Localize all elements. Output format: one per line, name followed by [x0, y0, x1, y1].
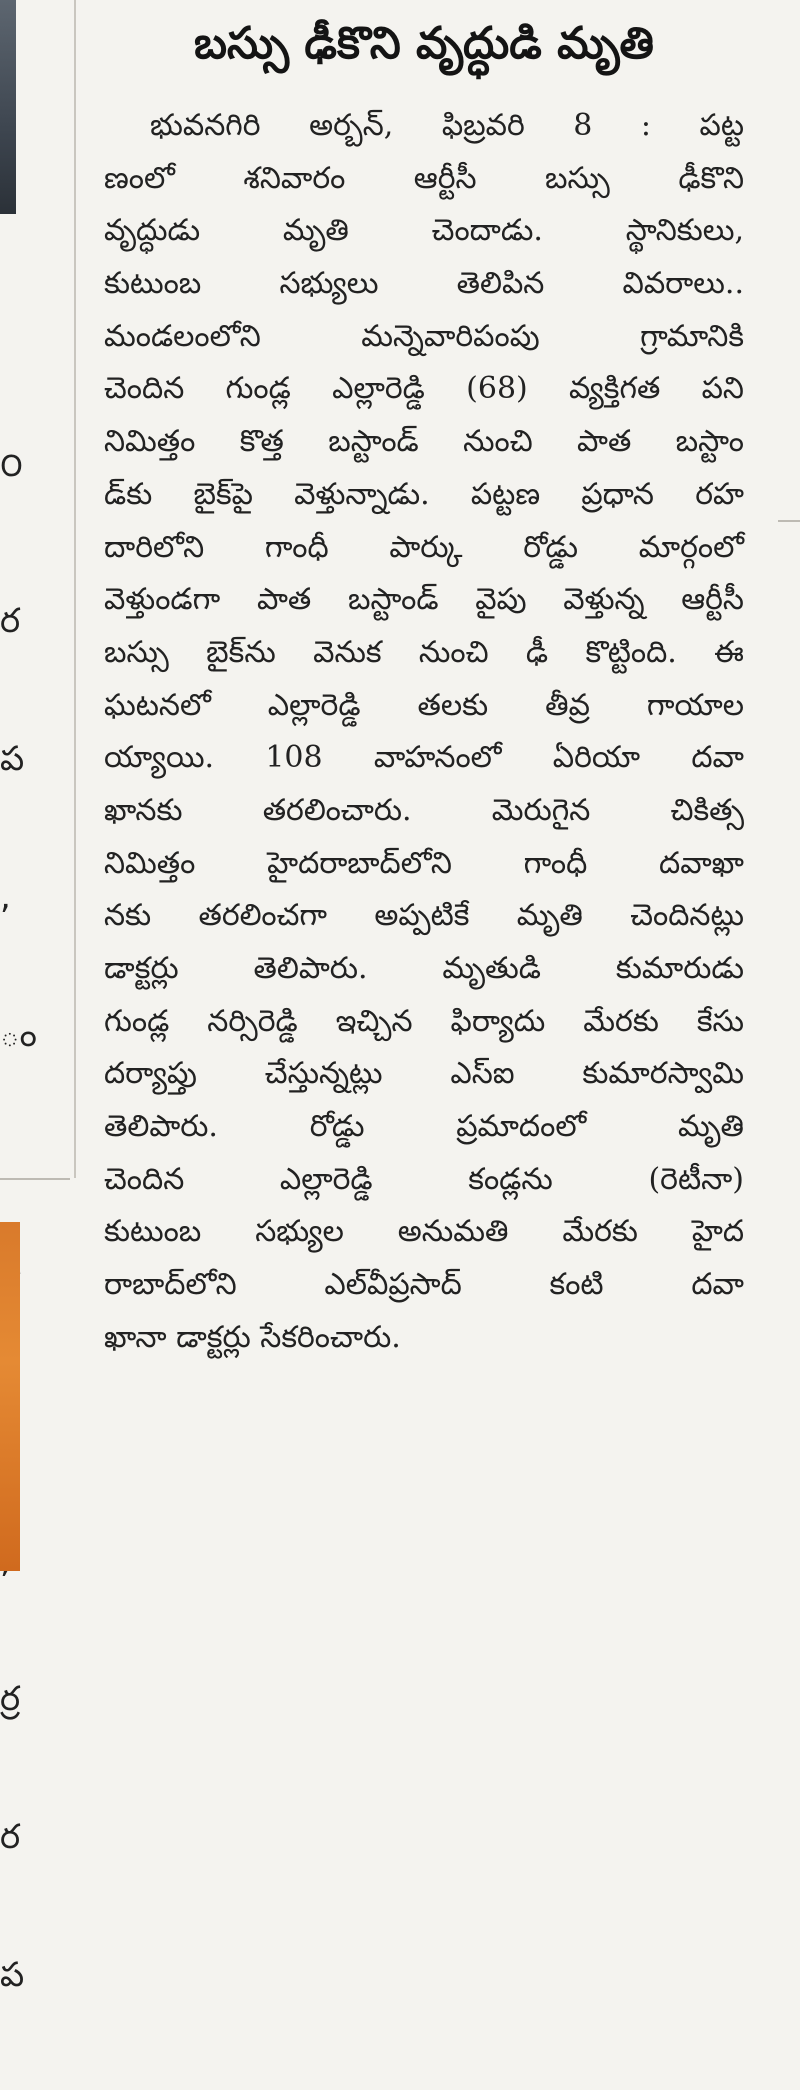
news-article: [104, 0, 744, 1355]
adjacent-glyph: ర్ర: [0, 1679, 21, 1719]
body-line: వృద్ధుడు మృతి చెందాడు. స్థానికులు,: [104, 213, 744, 249]
adjacent-glyph: ప: [0, 739, 25, 779]
body-line: కుటుంబ సభ్యుల అనుమతి మేరకు హైద: [104, 1214, 744, 1250]
adjacent-column: [0, 0, 78, 1995]
body-line: చెందిన గుండ్ల ఎల్లారెడ్డి (68) వ్యక్తిగత పని: [104, 371, 744, 407]
adjacent-glyph: ర: [0, 1817, 21, 1857]
adjacent-glyph: ం: [0, 1015, 37, 1055]
body-line: నకు తరలించగా అప్పటికే మృతి చెందినట్లు: [104, 898, 744, 934]
adjacent-glyph: ౦: [0, 445, 23, 485]
adjacent-glyph: [0, 1150, 30, 1170]
body-line: ఖానా డాక్టర్లు సేకరించారు.: [104, 1319, 401, 1355]
right-column-divider: [778, 520, 800, 522]
body-line: నిమిత్తం కొత్త బస్టాండ్ నుంచి పాత బస్టాం: [104, 424, 744, 460]
body-line: ఖానకు తరలించారు. మెరుగైన చికిత్స: [104, 792, 744, 828]
adjacent-glyph: ర: [0, 601, 21, 641]
body-line: డ్‌కు బైక్‌పై వెళ్తున్నాడు. పట్టణ ప్రధాన రహ: [104, 476, 744, 512]
body-line: డాక్టర్లు తెలిపారు. మృతుడి కుమారుడు: [104, 951, 744, 986]
adjacent-divider: [0, 1178, 70, 1180]
article-headline: బస్సు ఢీకొని వృద్ధుడి మృతి: [194, 18, 654, 69]
body-line: య్యాయి. 108 వాహనంలో ఏరియా దవా: [104, 740, 744, 776]
body-line: కుటుంబ సభ్యులు తెలిపిన వివరాలు..: [104, 266, 744, 302]
body-line: రాబాద్‌లోని ఎల్‌వీప్రసాద్ కంటి దవా: [104, 1267, 744, 1303]
adjacent-photo-bottom: [0, 1222, 20, 1571]
adjacent-glyph: ,: [0, 877, 11, 917]
body-line: భువనగిరి అర్బన్, ఫిబ్రవరి 8 : పట్ట: [150, 108, 744, 143]
body-line: చెందిన ఎల్లారెడ్డి కండ్లను (రెటీనా): [104, 1161, 744, 1197]
adjacent-glyph: ప: [0, 1955, 25, 1995]
body-line: తెలిపారు. రోడ్డు ప్రమాదంలో మృతి: [104, 1109, 744, 1145]
body-line: నిమిత్తం హైదరాబాద్‌లోని గాంధీ దవాఖా: [104, 845, 744, 881]
body-line: బస్సు బైక్‌ను వెనుక నుంచి ఢీ కొట్టింది. ఈ: [104, 634, 744, 670]
body-line: ణంలో శనివారం ఆర్టీసీ బస్సు ఢీకొని: [104, 160, 744, 196]
adjacent-column-text: [0, 350, 37, 2090]
body-line: మండలంలోని మన్నెవారిపంపు గ్రామానికి: [104, 318, 744, 354]
body-line: ఘటనలో ఎల్లారెడ్డి తలకు తీవ్ర గాయాల: [104, 687, 744, 723]
body-line: గుండ్ల నర్సిరెడ్డి ఇచ్చిన ఫిర్యాదు మేరకు కేసు: [104, 1003, 744, 1039]
body-line: దర్యాప్తు చేస్తున్నట్లు ఎస్ఐ కుమారస్వామి: [104, 1056, 744, 1092]
body-line: వెళ్తుండగా పాత బస్టాండ్ వైపు వెళ్తున్న ఆర్టీసీ: [104, 582, 744, 618]
column-divider: [74, 0, 76, 1178]
body-line: దారిలోని గాంధీ పార్కు రోడ్డు మార్గంలో: [104, 529, 744, 565]
article-body: [104, 100, 744, 1365]
adjacent-photo-top: [0, 0, 16, 214]
